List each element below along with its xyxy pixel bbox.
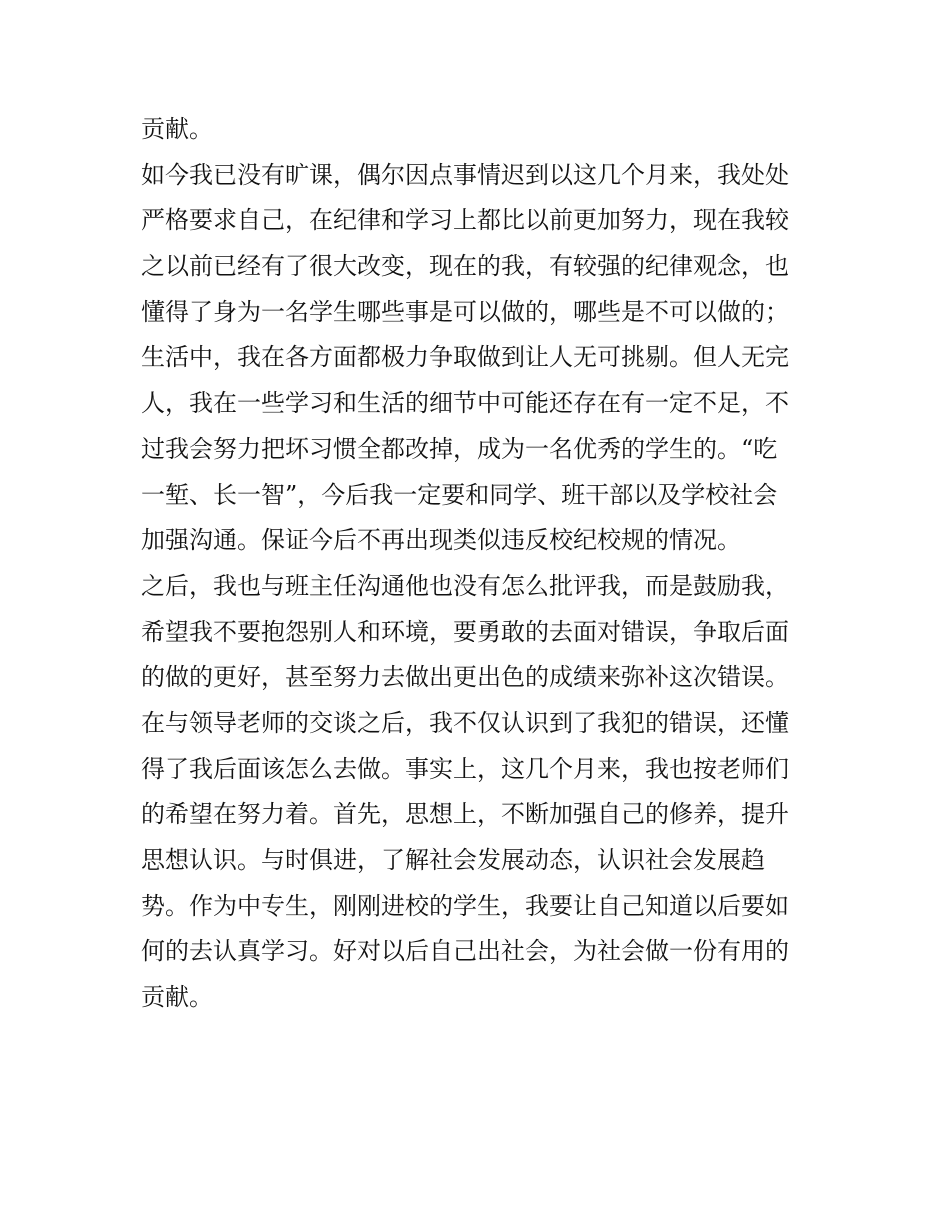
text-line: 一堑、长一智”，今后我一定要和同学、班干部以及学校社会 bbox=[141, 480, 778, 509]
text-line: 得了我后面该怎么去做。事实上，这几个月来，我也按老师们 bbox=[141, 754, 789, 783]
text-line: 之以前已经有了很大改变，现在的我，有较强的纪律观念，也 bbox=[141, 252, 789, 281]
text-line: 何的去认真学习。好对以后自己出社会，为社会做一份有用的 bbox=[141, 937, 789, 966]
text-line: 希望我不要抱怨别人和环境，要勇敢的去面对错误，争取后面 bbox=[141, 617, 789, 646]
text-line: 的希望在努力着。首先，思想上，不断加强自己的修养，提升 bbox=[141, 800, 789, 829]
text-line: 过我会努力把坏习惯全都改掉，成为一名优秀的学生的。“吃 bbox=[141, 434, 778, 463]
text-line: 贡献。 bbox=[141, 983, 213, 1012]
text-line: 势。作为中专生，刚刚进校的学生，我要让自己知道以后要如 bbox=[141, 891, 789, 920]
text-line: 如今我已没有旷课，偶尔因点事情迟到以这几个月来，我处处 bbox=[141, 160, 789, 189]
text-line: 懂得了身为一名学生哪些事是可以做的，哪些是不可以做的； bbox=[141, 297, 789, 326]
text-line: 人，我在一些学习和生活的细节中可能还存在有一定不足，不 bbox=[141, 389, 789, 418]
body-text bbox=[141, 107, 821, 1021]
text-line: 生活中，我在各方面都极力争取做到让人无可挑剔。但人无完 bbox=[141, 343, 789, 372]
text-line: 加强沟通。保证今后不再出现类似违反校纪校规的情况。 bbox=[141, 526, 741, 555]
text-line: 在与领导老师的交谈之后，我不仅认识到了我犯的错误，还懂 bbox=[141, 708, 789, 737]
text-line: 的做的更好，甚至努力去做出更出色的成绩来弥补这次错误。 bbox=[141, 663, 789, 692]
text-line: 之后，我也与班主任沟通他也没有怎么批评我，而是鼓励我， bbox=[141, 571, 789, 600]
text-line: 严格要求自己，在纪律和学习上都比以前更加努力，现在我较 bbox=[141, 206, 789, 235]
text-line: 贡献。 bbox=[141, 115, 213, 143]
text-line: 思想认识。与时俱进，了解社会发展动态，认识社会发展趋 bbox=[141, 846, 765, 874]
